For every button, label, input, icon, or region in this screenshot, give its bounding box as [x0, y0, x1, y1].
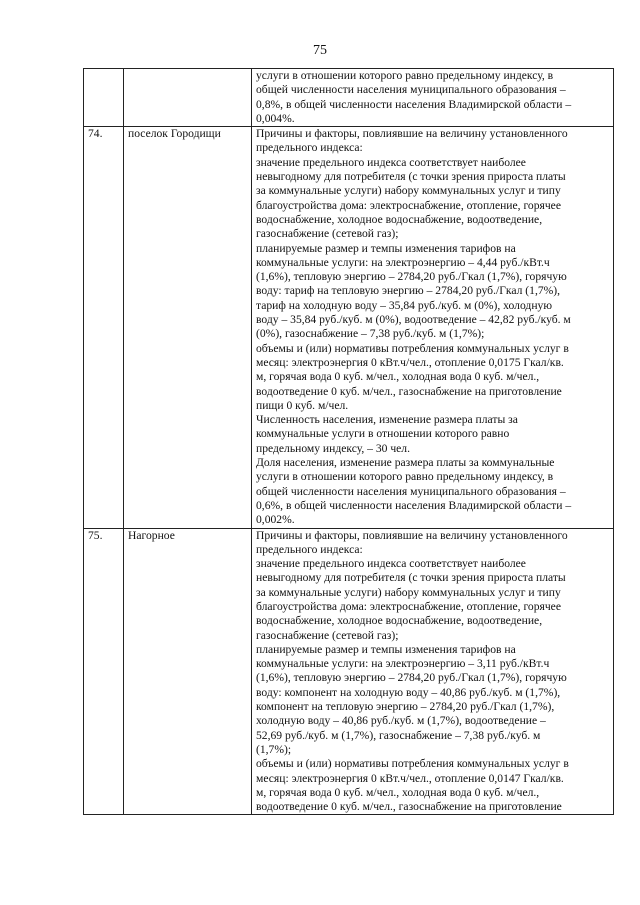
- description-line: благоустройства дома: электроснабжение, отопление, горячее: [256, 599, 561, 613]
- tariff-table: [83, 68, 614, 815]
- description-line: водоснабжение, холодное водоснабжение, водоотведение,: [256, 212, 543, 226]
- description-line: предельного индекса:: [256, 542, 363, 556]
- description-line: компонент на тепловую энергию – 2784,20 руб./Гкал (1,7%),: [256, 700, 555, 714]
- municipality-name: [124, 69, 252, 127]
- description-line: м, горячая вода 0 куб. м/чел., холодная вода 0 куб. м/чел.,: [256, 370, 540, 384]
- description-line: (1,6%), тепловую энергию – 2784,20 руб./Гкал (1,7%), горячую: [256, 671, 567, 685]
- description-line: услуги в отношении которого равно предельному индексу, в: [256, 69, 554, 82]
- description-line: предельному индексу, – 30 чел.: [256, 441, 410, 455]
- description-line: объемы и (или) нормативы потребления коммунальных услуг в: [256, 341, 569, 355]
- description-cell: [252, 69, 614, 127]
- description-line: невыгодному для потребителя (с точки зрения прироста платы: [256, 571, 566, 585]
- description-cell: [252, 528, 614, 815]
- description-line: объемы и (или) нормативы потребления коммунальных услуг в: [256, 757, 569, 771]
- description-line: коммунальные услуги: на электроэнергию – 4,44 руб./кВт.ч: [256, 255, 550, 269]
- description-line: (1,6%), тепловую энергию – 2784,20 руб./Гкал (1,7%), горячую: [256, 270, 567, 284]
- description-line: предельного индекса:: [256, 141, 363, 155]
- description-line: невыгодному для потребителя (с точки зрения прироста платы: [256, 170, 566, 184]
- description-line: воду – 35,84 руб./куб. м (0%), водоотведение – 42,82 руб./куб. м: [256, 313, 571, 327]
- description-line: Доля населения, изменение размера платы за коммунальные: [256, 456, 555, 470]
- description-line: месяц: электроэнергия 0 кВт.ч/чел., отопление 0,0175 Гкал/кв.: [256, 355, 564, 369]
- description-line: коммунальные услуги: на электроэнергию – 3,11 руб./кВт.ч: [256, 657, 550, 671]
- description-line: за коммунальные услуги) набору коммунальных услуг и типу: [256, 585, 561, 599]
- description-line: пищи 0 куб. м/чел.: [256, 398, 349, 412]
- description-line: благоустройства дома: электроснабжение, отопление, горячее: [256, 198, 561, 212]
- table-body: [84, 69, 614, 815]
- description-line: 0,002%.: [256, 513, 295, 527]
- description-line: воду: компонент на холодную воду – 40,86 руб./куб. м (1,7%),: [256, 685, 561, 699]
- description-line: холодную воду – 40,86 руб./куб. м (1,7%), водоотведение –: [256, 714, 546, 728]
- row-number: 74.: [84, 127, 124, 528]
- description-line: водоотведение 0 куб. м/чел., газоснабжение на приготовление: [256, 384, 562, 398]
- description-line: Причины и факторы, повлиявшие на величину установленного: [256, 127, 568, 141]
- description-line: планируемые размер и темпы изменения тарифов на: [256, 241, 516, 255]
- description-line: планируемые размер и темпы изменения тарифов на: [256, 642, 516, 656]
- table-row: [84, 127, 614, 528]
- description-line: 0,6%, в общей численности населения Владимирской области –: [256, 498, 572, 512]
- description-line: газоснабжение (сетевой газ);: [256, 628, 399, 642]
- description-line: газоснабжение (сетевой газ);: [256, 227, 399, 241]
- description-line: (0%), газоснабжение – 7,38 руб./куб. м (1,7%);: [256, 327, 485, 341]
- row-number: 75.: [84, 528, 124, 815]
- description-line: коммунальные услуги в отношении которого равно: [256, 427, 510, 441]
- row-number: [84, 69, 124, 127]
- description-line: м, горячая вода 0 куб. м/чел., холодная вода 0 куб. м/чел.,: [256, 785, 540, 799]
- description-line: значение предельного индекса соответствует наиболее: [256, 155, 526, 169]
- description-line: тариф на холодную воду – 35,84 руб./куб. м (0%), холодную: [256, 298, 552, 312]
- description-line: 0,8%, в общей численности населения Владимирской области –: [256, 97, 572, 111]
- description-line: водоотведение 0 куб. м/чел., газоснабжение на приготовление: [256, 800, 562, 814]
- description-line: водоснабжение, холодное водоснабжение, водоотведение,: [256, 614, 543, 628]
- description-line: значение предельного индекса соответствует наиболее: [256, 557, 526, 571]
- description-line: воду: тариф на тепловую энергию – 2784,20 руб./Гкал (1,7%),: [256, 284, 561, 298]
- description-line: 52,69 руб./куб. м (1,7%), газоснабжение – 7,38 руб./куб. м: [256, 728, 541, 742]
- description-line: месяц: электроэнергия 0 кВт.ч/чел., отопление 0,0147 Гкал/кв.: [256, 771, 564, 785]
- description-line: общей численности населения муниципального образования –: [256, 83, 566, 97]
- description-line: (1,7%);: [256, 742, 292, 756]
- municipality-name: Нагорное: [124, 528, 252, 815]
- table-row: [84, 528, 614, 815]
- page-number: 75: [313, 43, 327, 58]
- table-row: [84, 69, 614, 127]
- description-line: 0,004%.: [256, 111, 295, 125]
- description-line: за коммунальные услуги) набору коммунальных услуг и типу: [256, 184, 561, 198]
- description-line: Причины и факторы, повлиявшие на величину установленного: [256, 528, 568, 542]
- description-cell: [252, 127, 614, 528]
- description-line: Численность населения, изменение размера платы за: [256, 413, 518, 427]
- description-line: услуги в отношении которого равно предельному индексу, в: [256, 470, 554, 484]
- description-line: общей численности населения муниципального образования –: [256, 484, 566, 498]
- municipality-name: поселок Городищи: [124, 127, 252, 528]
